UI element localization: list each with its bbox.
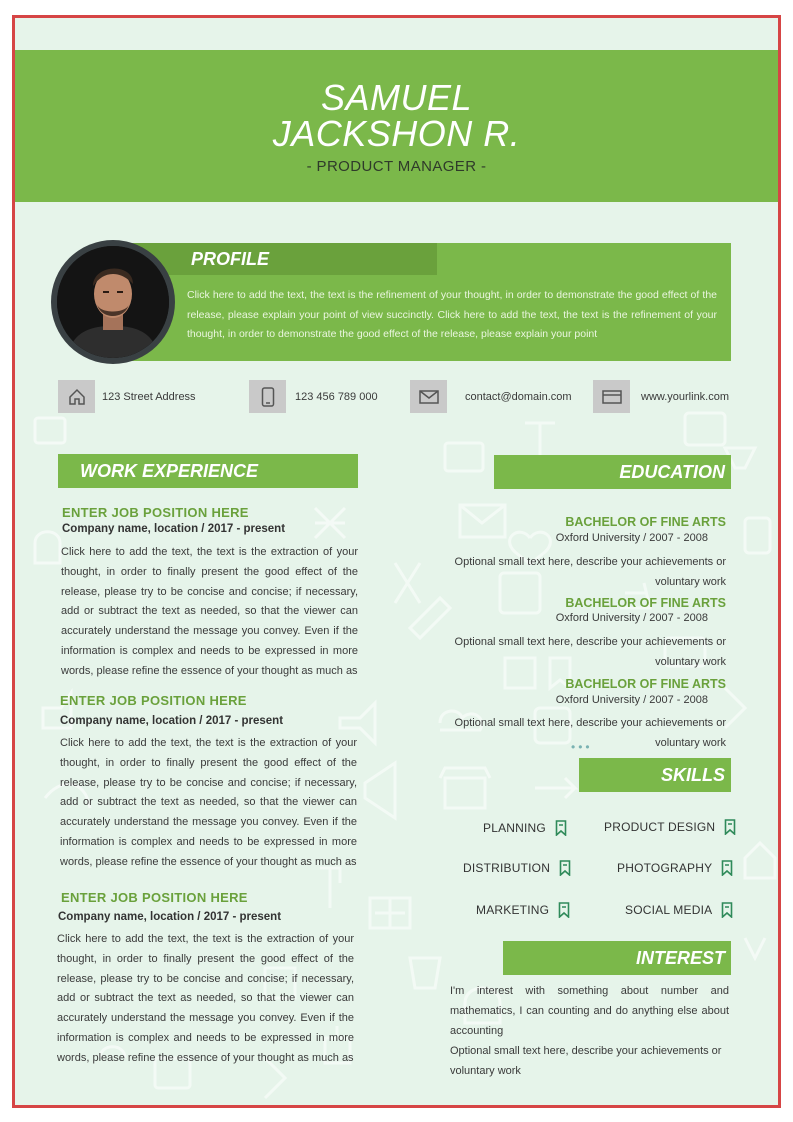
interest-text: I'm interest with something about number and mathematics, I can counting and do anything else about accounting [450,985,729,1037]
header-band [15,50,778,202]
edu-desc-1: Optional small text here, describe your achievements or voluntary work [454,556,726,588]
decorative-dots: ••• [571,740,593,754]
job-description-2: Click here to add the text, the text is the extraction of your thought, in order to finally present the good effect of the release, please try to be concise and concise; if necessary, add or subtract the text as needed, so that the viewer can accurately understand the message you convey. Even if the information is complex and needs to be expressed in more words, please refine the essence of your thought as much as [60,737,357,868]
job-description-3: Click here to add the text, the text is the extraction of your thought, in order to finally present the good effect of the release, please try to be concise and concise; if necessary, add or subtract the text as needed, so that the viewer can accurately understand the message you convey. Even if the information is complex and needs to be expressed in more words, please refine the essence of your thought as much as [57,933,354,1064]
edu-desc-3: Optional small text here, describe your achievements or voluntary work [454,717,726,749]
contact-address [58,380,196,413]
skill-item [463,860,571,876]
skill-item [625,902,733,918]
contact-address-text: 123 Street Address [102,390,196,403]
name-last: JACKSHON R. [272,113,521,154]
job-company-1: Company name, location / 2017 - present [62,523,286,535]
profile-text: Click here to add the text, the text is the refinement of your thought, in order to demonstrate the good effect of the release, please explain your point of view succinctly. Click here to add the text, the text is the refinement of your thought, in order to demonstrate the good effect of the release, please explain your point [187,289,717,340]
job-company-3: Company name, location / 2017 - present [58,911,282,923]
edu-degree-2: BACHELOR OF FINE ARTS [565,596,726,610]
name-first: SAMUEL [320,77,473,118]
home-icon [58,380,95,413]
card-icon [593,380,630,413]
job-role: - PRODUCT MANAGER - [306,158,487,175]
bookmark-icon [721,860,733,876]
job-description-1: Click here to add the text, the text is the extraction of your thought, in order to finally present the good effect of the release, please try to be concise and concise; if necessary, add or subtract the text as needed, so that the viewer can accurately understand the message you convey. Even if the information is complex and needs to be expressed in more words, please refine the essence of your thought as much as [61,546,358,677]
job-position-1: ENTER JOB POSITION HERE [62,505,249,520]
interest-note: Optional small text here, describe your achievements or voluntary work [450,1045,722,1077]
job-position-2: ENTER JOB POSITION HERE [60,693,247,708]
skill-label: MARKETING [476,903,550,917]
edu-desc-2: Optional small text here, describe your achievements or voluntary work [454,636,726,668]
contact-website-text: www.yourlink.com [641,390,730,403]
resume-page [12,15,781,1108]
job-company-2: Company name, location / 2017 - present [60,715,284,727]
contact-phone-text: 123 456 789 000 [295,390,378,403]
contact-email [410,380,572,413]
skill-item [483,820,567,836]
bookmark-icon [558,902,570,918]
skill-item [604,819,736,835]
contact-email-text: contact@domain.com [465,390,572,403]
education-heading: EDUCATION [494,455,731,489]
contact-phone [249,380,378,413]
edu-degree-3: BACHELOR OF FINE ARTS [565,677,726,691]
contact-website [593,380,729,413]
bookmark-icon [724,819,736,835]
skill-label: PLANNING [483,821,546,835]
profile-photo [51,240,175,364]
edu-degree-1: BACHELOR OF FINE ARTS [565,515,726,529]
edu-school-1: Oxford University / 2007 - 2008 [555,532,708,544]
profile-heading: PROFILE [191,249,270,269]
skills-heading: SKILLS [579,758,731,792]
skill-label: DISTRIBUTION [463,861,551,875]
interest-heading: INTEREST [503,941,731,975]
work-experience-heading: WORK EXPERIENCE [58,454,358,488]
skill-label: PRODUCT DESIGN [604,820,716,834]
skill-label: SOCIAL MEDIA [625,903,713,917]
job-position-3: ENTER JOB POSITION HERE [61,890,248,905]
profile-section [125,243,731,361]
bookmark-icon [559,860,571,876]
profile-title-bar [125,243,437,275]
bookmark-icon [721,902,733,918]
edu-school-2: Oxford University / 2007 - 2008 [555,612,708,624]
skill-item [617,860,733,876]
edu-school-3: Oxford University / 2007 - 2008 [555,694,708,706]
mail-icon [410,380,447,413]
skill-label: PHOTOGRAPHY [617,861,713,875]
skill-item [476,902,570,918]
bookmark-icon [555,820,567,836]
phone-icon [249,380,286,413]
